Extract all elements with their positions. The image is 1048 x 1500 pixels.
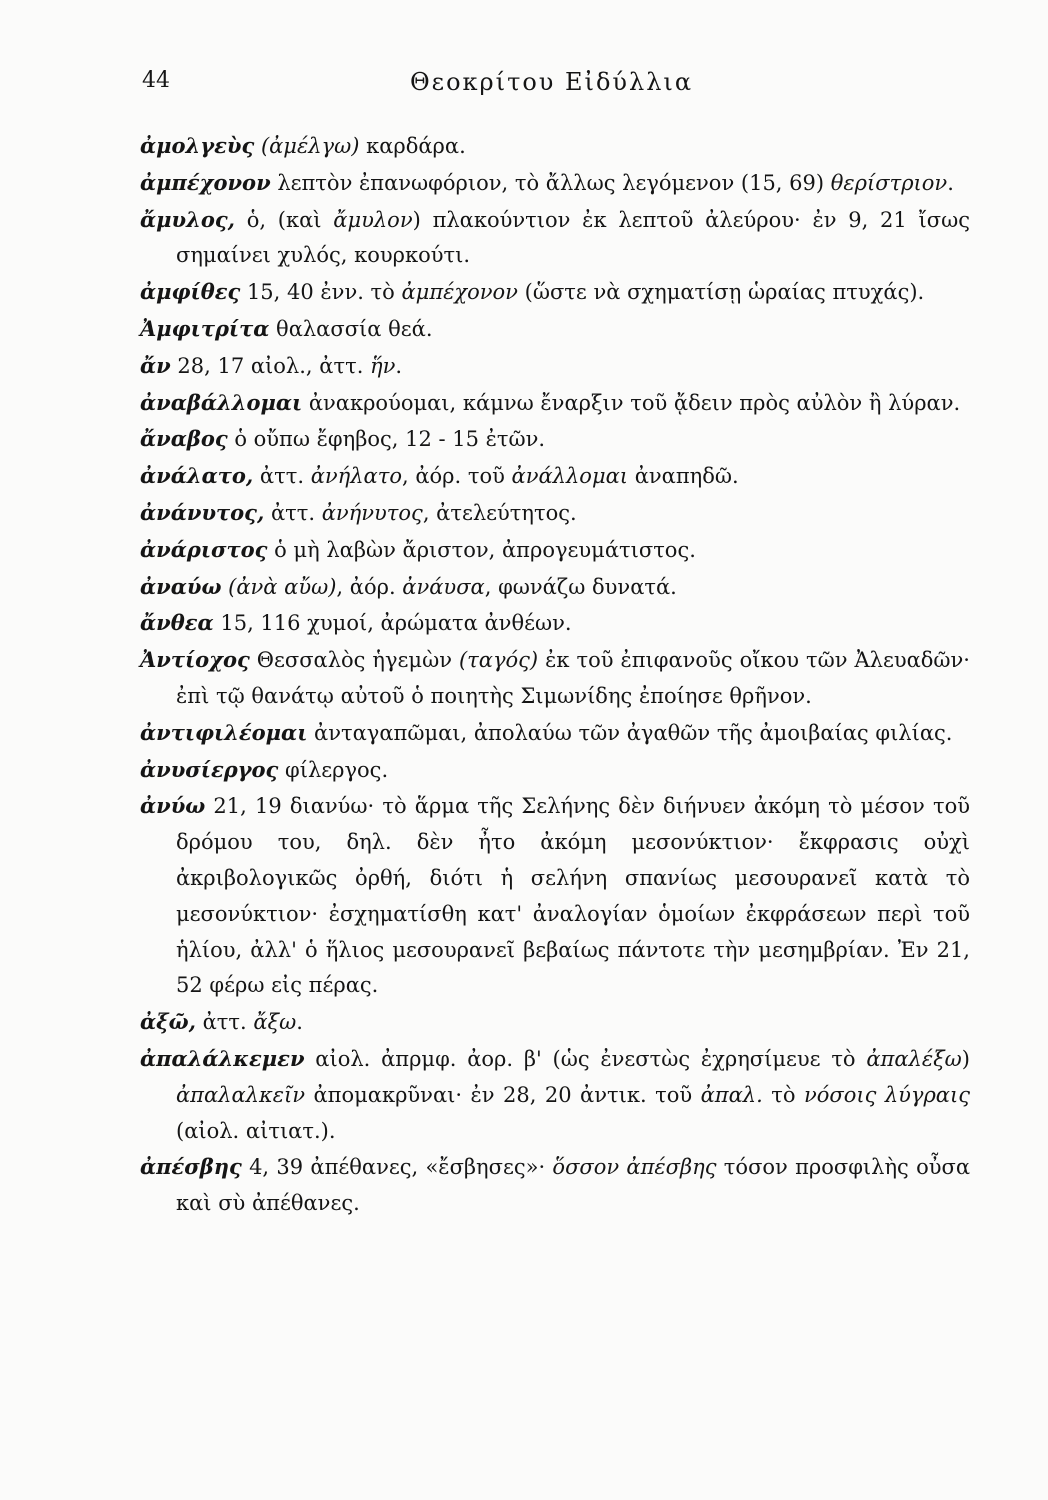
entry-italic-text: ἀνάλλομαι	[511, 464, 629, 489]
glossary-entry	[140, 1004, 970, 1041]
entry-text: ὁ οὔπω ἔφηβος, 12 - 15 ἐτῶν.	[227, 427, 546, 452]
glossary-entry	[140, 495, 970, 532]
running-title: Θεοκρίτου Εἰδύλλια	[410, 68, 694, 96]
entry-italic-text: ἀπαλέξω	[866, 1046, 962, 1071]
entry-headword: Ἀντίοχος	[140, 647, 250, 673]
entry-italic-text: νόσοις λύγραις	[803, 1082, 970, 1107]
glossary-entry	[140, 421, 970, 458]
entry-text: (αἰολ. αἰτιατ.).	[176, 1118, 336, 1143]
entry-text: ἐκ τοῦ ἐπιφανοῦς οἴκου τῶν Ἀλευαδῶν· ἐπὶ τῷ θανάτῳ αὐτοῦ ὁ ποιητὴς Σιμωνίδης ἐποίησε θρῆνον.	[176, 648, 970, 708]
entry-italic-text: (ταγός)	[458, 648, 539, 673]
entry-text: 15, 116 χυμοί, ἀρώματα ἀνθέων.	[213, 611, 572, 636]
entry-italic-text: ἄμυλον	[333, 207, 413, 232]
entry-italic-text: θερίστριον	[830, 170, 948, 195]
entry-headword: ἀξῶ,	[140, 1009, 196, 1035]
entry-text: ἀττ.	[253, 464, 311, 489]
entry-headword: ἀμφίθες	[140, 279, 241, 305]
entry-headword: ἀνυσίεργος	[140, 756, 279, 782]
glossary-entry	[140, 605, 970, 642]
entry-text: (ὥστε νὰ σχηματίσῃ ὡραίας πτυχάς).	[517, 280, 925, 305]
entry-text: .	[296, 1010, 303, 1035]
glossary-entry	[140, 128, 970, 165]
entry-headword: ἄν	[140, 352, 171, 378]
entry-headword: ἀνάνυτος,	[140, 499, 265, 525]
glossary-entry	[140, 715, 970, 752]
glossary-entry	[140, 1149, 970, 1222]
entry-italic-text: ἀνάυσα	[402, 574, 485, 599]
entry-headword: ἀπέσβης	[140, 1154, 242, 1180]
entry-headword: ἄναβος	[140, 426, 228, 452]
entry-text: ὁ μὴ λαβὼν ἄριστον, ἀπρογευμάτιστος.	[267, 537, 696, 562]
entry-text: Θεσσαλὸς ἡγεμὼν	[249, 648, 459, 673]
entry-italic-text: ἀπαλαλκεῖν	[176, 1082, 306, 1107]
entry-headword: ἀντιφιλέομαι	[140, 719, 308, 745]
entry-text: , ἀόρ. τοῦ	[401, 464, 512, 489]
entry-italic-text: (ἀμέλγω)	[260, 134, 360, 158]
entry-headword: ἀνύω	[140, 793, 206, 819]
entry-text: ἀττ.	[195, 1010, 254, 1035]
entry-text: , ἀόρ.	[336, 574, 403, 599]
glossary-entry	[140, 311, 970, 348]
glossary-entry	[140, 458, 970, 495]
entry-text: .	[395, 353, 403, 378]
glossary-entries	[140, 128, 970, 1222]
entry-text: .	[947, 170, 954, 195]
glossary-entry	[140, 165, 970, 202]
entry-italic-text: ἀπαλ.	[700, 1082, 763, 1107]
entry-text: λεπτὸν ἐπανωφόριον, τὸ ἄλλως λεγόμενον (15, 69)	[270, 170, 831, 195]
entry-text: τόσον προσφιλὴς οὖσα καὶ σὺ ἀπέθανες.	[176, 1155, 971, 1216]
entry-text: ἀπομακρῦναι· ἐν 28, 20 ἀντικ. τοῦ	[305, 1082, 701, 1107]
entry-headword: ἀπαλάλκεμεν	[140, 1045, 305, 1071]
page-number: 44	[142, 68, 170, 93]
entry-italic-text: ἄξω	[253, 1010, 297, 1035]
entry-text: θαλασσία θεά.	[269, 316, 433, 341]
entry-headword: ἄμυλος,	[140, 206, 235, 232]
glossary-entry	[140, 532, 970, 569]
entry-italic-text: ὅσσον ἀπέσβης	[552, 1155, 717, 1180]
entry-text: , ἀτελεύτητος.	[422, 500, 577, 525]
entry-italic-text: (ἀνὰ αὔω)	[228, 574, 337, 599]
entry-text: 28, 17 αἰολ., ἀττ.	[170, 353, 371, 378]
entry-text: ἀναπηδῶ.	[628, 464, 739, 489]
entry-italic-text: ἥν	[370, 353, 396, 378]
entry-headword: ἀμπέχονον	[140, 169, 271, 195]
entry-text: 15, 40 ἐνν. τὸ	[240, 280, 402, 305]
entry-text: )	[961, 1046, 970, 1071]
entry-text: ὁ, (καὶ	[234, 207, 334, 232]
entry-text: καρδάρα.	[359, 134, 466, 158]
entry-text	[254, 134, 261, 158]
entry-headword: ἀνάριστος	[140, 536, 268, 562]
glossary-entry	[140, 752, 970, 789]
glossary-entry	[140, 202, 970, 275]
page-header	[142, 68, 962, 108]
entry-text: 4, 39 ἀπέθανες, «ἔσβησες»·	[241, 1155, 553, 1180]
entry-text: αἰολ. ἀπρμφ. ἀορ. β' (ὡς ἐνεστὼς ἐχρησίμευε τὸ	[304, 1046, 867, 1071]
entry-text: ἀνακρούομαι, κάμνω ἔναρξιν τοῦ ᾄδειν πρὸς αὐλὸν ἢ λύραν.	[302, 390, 961, 415]
entry-headword: ἀναύω	[140, 573, 222, 599]
glossary-entry	[140, 642, 970, 715]
entry-text: , φωνάζω δυνατά.	[484, 574, 677, 599]
glossary-entry	[140, 788, 970, 1004]
entry-italic-text: ἀμπέχονον	[401, 280, 518, 305]
entry-text: 21, 19 διανύω· τὸ ἅρμα τῆς Σελήνης δὲν διήνυεν ἀκόμη τὸ μέσον τοῦ δρόμου του, δηλ. δὲν ἦτο ἀκόμη μεσονύκτιον· ἔκφρασις οὐχὶ ἀκριβολογικῶς ὀρθή, διότι ἡ σελήνη σπανίως μεσουρανεῖ κατὰ τὸ μεσονύκτιον· ἐσχηματίσθη κατ' ἀναλογίαν ὁμοίων ἐκφράσεων περὶ τοῦ ἡλίου, ἀλλ' ὁ ἥλιος μεσουρανεῖ βεβαίως πάντοτε τὴν μεσημβρίαν. Ἐν 21, 52 φέρω εἰς πέρας.	[176, 794, 970, 998]
entry-headword: ἀμολγεὺς	[140, 133, 255, 158]
entry-text: φίλεργος.	[278, 757, 389, 782]
entry-headword: Ἀμφιτρίτα	[140, 315, 270, 341]
glossary-entry	[140, 1041, 970, 1149]
entry-text: ἀνταγαπῶμαι, ἀπολαύω τῶν ἀγαθῶν τῆς ἀμοιβαίας φιλίας.	[307, 720, 953, 745]
entry-text: τὸ	[762, 1082, 804, 1107]
glossary-entry	[140, 274, 970, 311]
entry-headword: ἄνθεα	[140, 610, 214, 636]
glossary-entry	[140, 348, 970, 385]
glossary-entry	[140, 569, 970, 606]
entry-headword: ἀνάλατο,	[140, 463, 254, 489]
entry-italic-text: ἀνήλατο	[310, 464, 402, 489]
entry-headword: ἀναβάλλομαι	[140, 389, 303, 415]
glossary-entry	[140, 385, 970, 422]
entry-italic-text: ἀνήνυτος	[321, 500, 423, 525]
entry-text: ἀττ.	[264, 500, 322, 525]
entry-text: ) πλακούντιον ἐκ λεπτοῦ ἀλεύρου· ἐν 9, 21 ἴσως σημαίνει χυλός, κουρκούτι.	[176, 207, 970, 268]
